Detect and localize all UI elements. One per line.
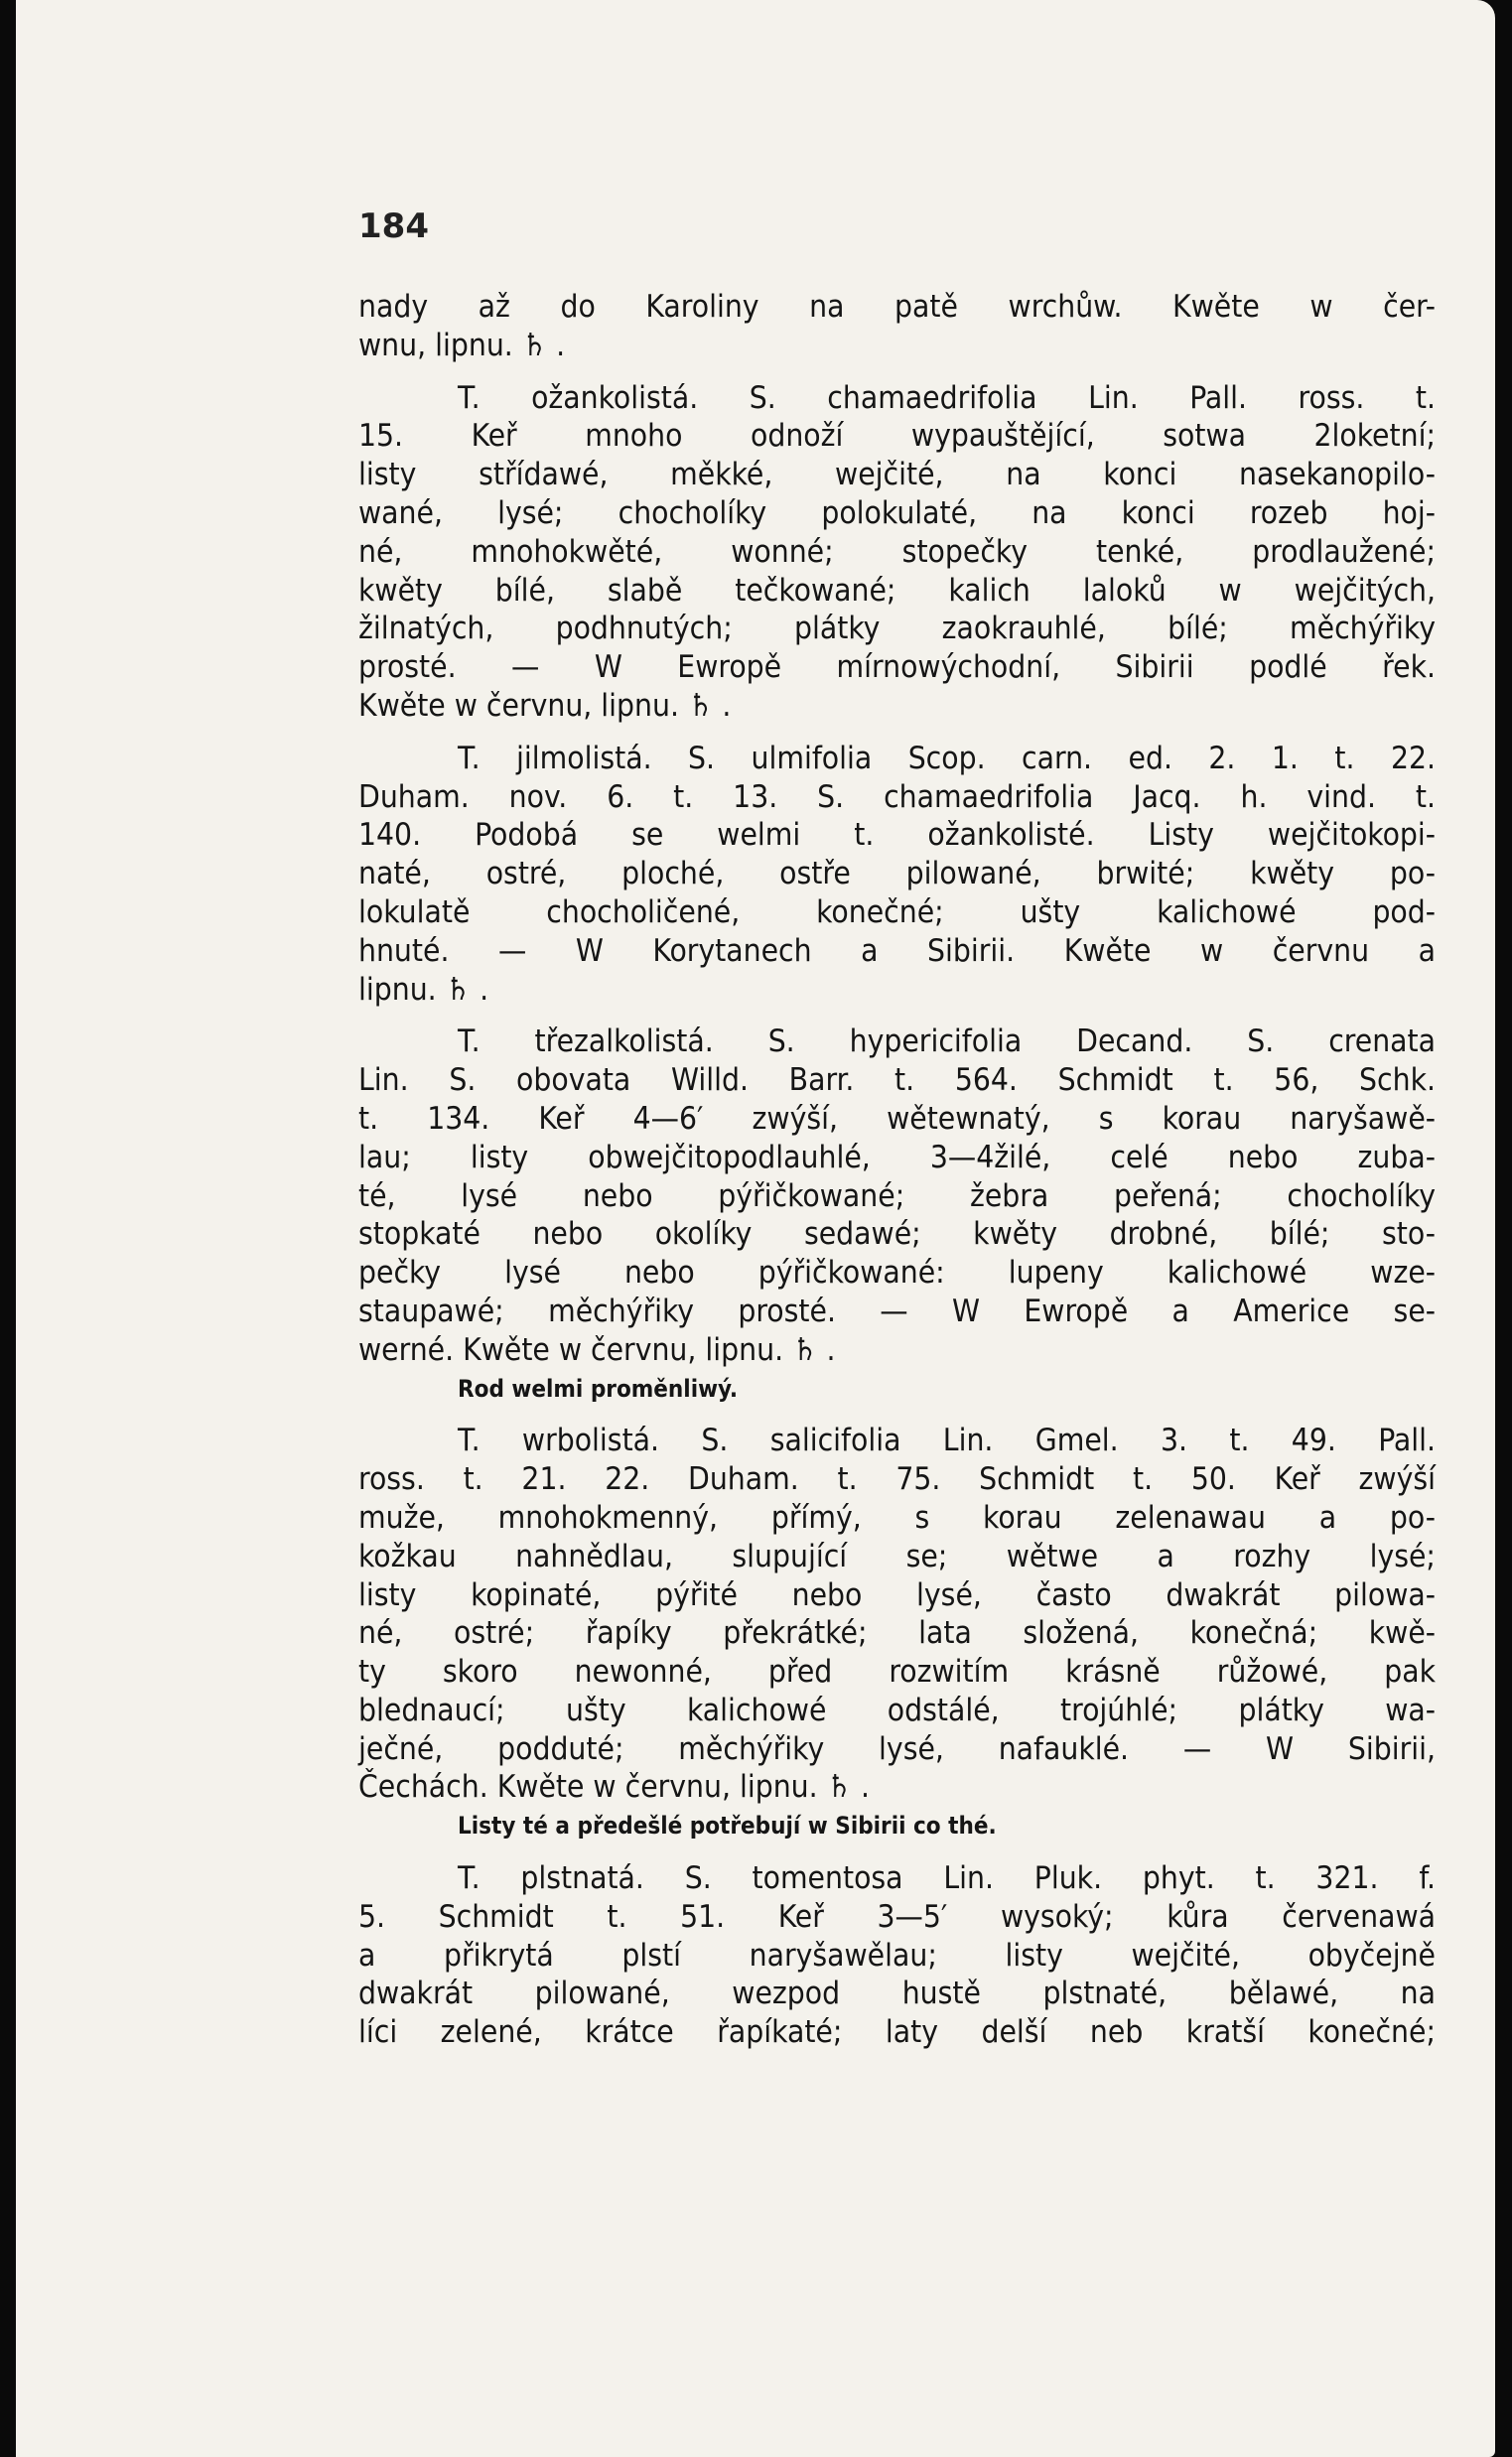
text-line: Lin. S. obovata Willd. Barr. t. 564. Schmidt t. 56, Schk.: [358, 1062, 1436, 1099]
text-line: né, mnohokwěté, wonné; stopečky tenké, prodlaužené;: [358, 533, 1436, 570]
text-line: muže, mnohokmenný, přímý, s korau zelenawau a po-: [358, 1499, 1436, 1536]
text-line: líci zelené, krátce řapíkaté; laty delší neb kratší konečné;: [358, 2014, 1436, 2051]
page-number: 184: [358, 206, 429, 246]
text-line: prosté. — W Ewropě mírnowýchodní, Sibirii podlé řek.: [358, 649, 1436, 686]
text-line: 5. Schmidt t. 51. Keř 3—5′ wysoký; kůra červenawá: [358, 1898, 1436, 1935]
book-page: [16, 0, 1495, 2457]
text-line: Čechách. Kwěte w červnu, lipnu. ♄ .: [358, 1769, 871, 1806]
text-line: žilnatých, podhnutých; plátky zaokrauhlé, bílé; měchýřiky: [358, 611, 1436, 647]
text-line: dwakrát pilowané, wezpod hustě plstnaté, bělawé, na: [358, 1976, 1436, 2012]
text-line: listy střídawé, měkké, wejčité, na konci nasekanopilo-: [358, 457, 1436, 493]
text-line: lipnu. ♄ .: [358, 971, 489, 1008]
text-line: hnuté. — W Korytanech a Sibirii. Kwěte w červnu a: [358, 932, 1436, 969]
text-line: wnu, lipnu. ♄ .: [358, 327, 566, 363]
text-line: Kwěte w červnu, lipnu. ♄ .: [358, 687, 732, 724]
small-note-line: Listy té a předešlé potřebují w Sibirii co thé.: [458, 1812, 997, 1841]
text-line: 15. Keř mnoho odnoží wypauštějící, sotwa 2loketní;: [358, 418, 1436, 455]
page-body-text: [358, 288, 1436, 2052]
text-line: lokulatě chocholičené, konečné; ušty kalichowé pod-: [358, 893, 1436, 930]
text-line: ty skoro newonné, před rozwitím krásně růžowé, pak: [358, 1654, 1436, 1691]
text-line: stopkaté nebo okolíky sedawé; kwěty drobné, bílé; sto-: [358, 1216, 1436, 1253]
text-line: té, lysé nebo pýřičkowané; žebra peřená; chocholíky: [358, 1177, 1436, 1214]
text-line: kwěty bílé, slabě tečkowané; kalich laloků w wejčitých,: [358, 572, 1436, 609]
text-line: ječné, podduté; měchýřiky lysé, nafauklé. — W Sibirii,: [358, 1730, 1436, 1767]
text-line: werné. Kwěte w červnu, lipnu. ♄ .: [358, 1331, 836, 1368]
text-line: wané, lysé; chocholíky polokulaté, na konci rozeb hoj-: [358, 494, 1436, 531]
text-line: Duham. nov. 6. t. 13. S. chamaedrifolia Jacq. h. vind. t.: [358, 778, 1436, 815]
entry-heading-line: T. třezalkolistá. S. hypericifolia Decand. S. crenata: [458, 1024, 1436, 1060]
text-line: listy kopinaté, pýřité nebo lysé, často dwakrát pilowa-: [358, 1576, 1436, 1613]
entry-heading-line: T. wrbolistá. S. salicifolia Lin. Gmel. 3. t. 49. Pall.: [458, 1423, 1436, 1459]
entry-heading-line: T. ožankolistá. S. chamaedrifolia Lin. Pall. ross. t.: [458, 379, 1436, 416]
text-line: né, ostré; řapíky překrátké; lata složená, konečná; kwě-: [358, 1615, 1436, 1652]
text-line: naté, ostré, ploché, ostře pilowané, brwité; kwěty po-: [358, 856, 1436, 892]
small-note-line: Rod welmi proměnliwý.: [458, 1374, 739, 1403]
text-line: nady až do Karoliny na patě wrchůw. Kwěte w čer-: [358, 289, 1436, 325]
text-line: lau; listy obwejčitopodlauhlé, 3—4žilé, celé nebo zuba-: [358, 1139, 1436, 1175]
entry-heading-line: T. plstnatá. S. tomentosa Lin. Pluk. phyt. t. 321. f.: [458, 1860, 1436, 1897]
text-line: a přikrytá plstí naryšawělau; listy wejčité, obyčejně: [358, 1937, 1436, 1974]
text-line: staupawé; měchýřiky prosté. — W Ewropě a Americe se-: [358, 1293, 1436, 1329]
text-line: 140. Podobá se welmi t. ožankolisté. Listy wejčitokopi-: [358, 817, 1436, 854]
text-line: kožkau nahnědlau, slupující se; wětwe a rozhy lysé;: [358, 1538, 1436, 1574]
text-line: blednaucí; ušty kalichowé odstálé, trojúhlé; plátky wa-: [358, 1692, 1436, 1728]
entry-heading-line: T. jilmolistá. S. ulmifolia Scop. carn. ed. 2. 1. t. 22.: [458, 740, 1436, 776]
text-line: pečky lysé nebo pýřičkowané: lupeny kalichowé wze-: [358, 1255, 1436, 1292]
text-line: ross. t. 21. 22. Duham. t. 75. Schmidt t. 50. Keř zwýší: [358, 1461, 1436, 1498]
text-line: t. 134. Keř 4—6′ zwýší, wětewnatý, s korau naryšawě-: [358, 1100, 1436, 1137]
